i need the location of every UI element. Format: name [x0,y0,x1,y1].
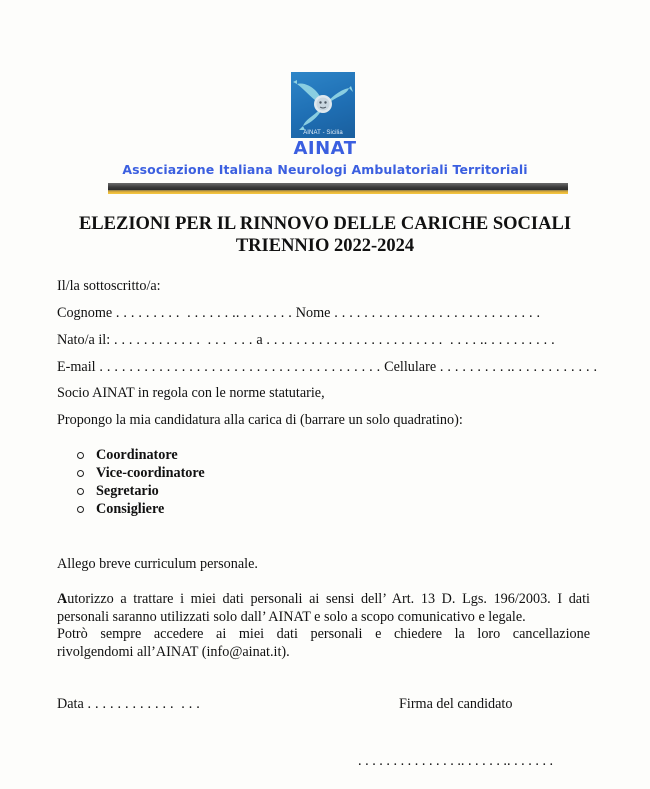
privacy-line-3: Potrò sempre accedere ai miei dati personali e chiedere la loro cancellazione [57,626,590,642]
email-field[interactable]: . . . . . . . . . . . . . . . . . . . . . . . . . . . . . . . . . . . . . . [95,359,385,375]
birth-date-label: Nato/a il: [57,332,111,348]
birthplace-field[interactable]: . . . . . . . . . . . . . . . . . . . . . . . . . . . . .. . . . . . . . . . [262,332,555,348]
phone-label: Cellulare [384,359,437,375]
header-separator [108,183,568,194]
signature-field[interactable]: . . . . . . . . . . . . . . .. . . . . . .. . . . . . . [358,753,554,769]
option-label: Segretario [96,482,159,499]
option-segretario[interactable] [77,482,205,500]
date-label: Data [57,696,84,712]
surname-name-row [57,305,540,322]
privacy-line-4: rivolgendomi all’AINAT (info@ainat.it). [57,643,290,660]
radio-circle-icon[interactable] [77,488,84,495]
document-subtitle: TRIENNIO 2022-2024 [235,236,415,256]
trinacria-icon [291,72,355,138]
birth-date-field[interactable]: . . . . . . . . . . . . . . . . . . [110,332,257,348]
birth-row [57,332,555,349]
privacy-line-1 [57,591,590,609]
attachment-note: Allego breve curriculum personale. [57,556,258,572]
document-title: ELEZIONI PER IL RINNOVO DELLE CARICHE SOCIALI [78,214,572,234]
role-options [77,446,205,518]
radio-circle-icon[interactable] [77,452,84,459]
contact-row [57,359,597,376]
signature-label: Firma del candidato [399,696,513,712]
candidacy-statement: Propongo la mia candidatura alla carica di (barrare un solo quadratino): [57,412,463,428]
ainat-logo [291,72,355,138]
surname-label: Cognome [57,305,113,321]
option-consigliere[interactable] [77,500,205,518]
option-label: Vice-coordinatore [96,464,205,481]
trinacria-emblem [291,72,355,138]
separator-dark-band [108,183,568,190]
surname-field[interactable]: . . . . . . . . . . . . . . . .. . . . . . . . [112,305,296,321]
brand-name: AINAT [293,138,357,159]
date-row [57,696,200,713]
privacy-consent-paragraph [57,591,590,661]
separator-gold-band [108,190,568,194]
name-field[interactable]: . . . . . . . . . . . . . . . . . . . . . . . . . . . . [330,305,541,321]
drop-letter: A [57,591,68,607]
phone-field[interactable]: . . . . . . . . . .. . . . . . . . . . . . [436,359,598,375]
option-label: Coordinatore [96,446,178,463]
name-label: Nome [295,305,331,321]
option-vice-coordinatore[interactable] [77,464,205,482]
brand-full-name: Associazione Italiana Neurologi Ambulatoriali Territoriali [122,162,528,177]
member-statement: Socio AINAT in regola con le norme statutarie, [57,385,325,401]
birthplace-label: a [256,332,263,348]
option-coordinatore[interactable] [77,446,205,464]
radio-circle-icon[interactable] [77,506,84,513]
intro-text: Il/la sottoscritto/a: [57,278,161,294]
email-label: E-mail [57,359,96,375]
privacy-line-2: personali saranno utilizzati solo dall’ AINAT e solo a scopo comunicativo e legale. [57,608,526,625]
logo-caption: AINAT - Sicilia [303,130,343,136]
radio-circle-icon[interactable] [77,470,84,477]
option-label: Consigliere [96,500,165,517]
date-field[interactable]: . . . . . . . . . . . . . . . [83,696,200,712]
privacy-line-1-text: utorizzo a trattare i miei dati personali ai sensi dell’ Art. 13 D. Lgs. 196/2003. I dati [67,591,590,607]
